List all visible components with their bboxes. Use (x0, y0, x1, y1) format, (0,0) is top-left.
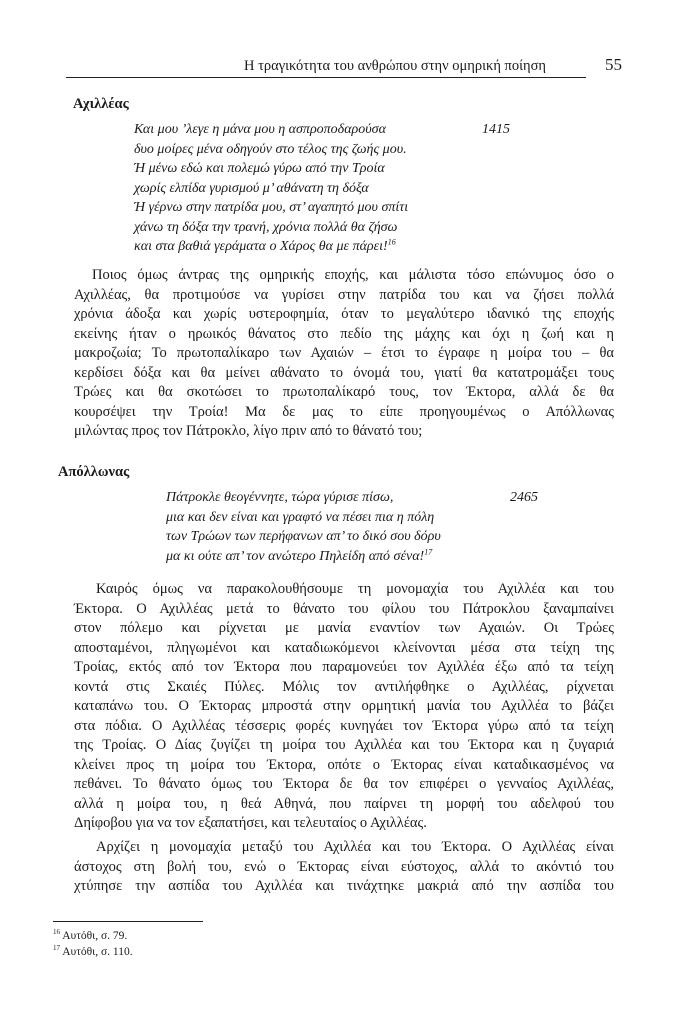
paragraph-2 (74, 580, 614, 834)
verse-line (134, 198, 554, 218)
verse-line (134, 237, 554, 257)
text-line: αλλά η μοίρα του, η θεά Αθηνά, που παίρνει τη μορφή του αδελφού του (74, 795, 614, 812)
footnote-text: Αυτόθι, σ. 79. (62, 930, 128, 942)
verse-line-text: μια και δεν είναι και γραφτό να πέσει πια η πόλη (166, 509, 435, 525)
header-rule (66, 77, 586, 78)
verse-line-text: Ή γέρνω στην πατρίδα μου, στ’ αγαπητό μου σπίτι (134, 200, 409, 215)
text-line: της Τροίας. Ο Δίας ζυγίζει τη μοίρα του Αχιλλέα και του Έκτορα και η ζυγαριά (74, 737, 614, 753)
verse-line (134, 140, 554, 160)
footnotes (53, 928, 133, 960)
footnote-17 (53, 944, 133, 960)
text-line: εκείνης ήταν ο ηρωικός θάνατος στο πεδίο της μάχης και όχι η ζωή και η (74, 325, 614, 342)
footnote-text: Αυτόθι, σ. 110. (62, 946, 133, 958)
verse-line-text: μα κι ούτε απ’ τον ανώτερο Πηλείδη από σένα! (166, 548, 425, 564)
text-line: κερδίσει δόξα και θα μείνει αθάνατο το όνομά του, γιατί θα κατατρομάξει τους (74, 364, 614, 381)
text-line: Τροίας, εκτός από τον Έκτορα που παραμονεύει τον Αχιλλέα έξω από τα τείχη (74, 659, 614, 675)
verse-line (134, 159, 554, 179)
verse-line-text: Και μου ’λεγε η μάνα μου η ασπροποδαρούσα (134, 122, 386, 137)
text-line: μιλώντας προς τον Πάτροκλο, λίγο πριν από το θάνατό του; (74, 423, 423, 439)
verse-line (134, 218, 554, 238)
running-header-title: Η τραγικότητα του ανθρώπου στην ομηρική ποίηση (243, 58, 546, 74)
verse-line-text: χάνω τη δόξα την τρανή, χρόνια πολλά θα ζήσω (134, 219, 398, 235)
verse-number: 1415 (482, 122, 510, 137)
footnote-number: 16 (53, 928, 60, 937)
text-line: Ποιος όμως άντρας της ομηρικής εποχής, και μάλιστα τόσο επώνυμος όσο ο (92, 267, 614, 283)
text-line: Τρώες και θα σκοτώσει το πρωτοπαλίκαρό τους, τον Έκτορα, αλλά δε θα (74, 384, 614, 400)
footnote-ref: 16 (387, 237, 396, 247)
text-line: άστοχος στη βολή του, ενώ ο Έκτορας είναι εύστοχος, αλλά το ακόντιό του (74, 858, 614, 875)
text-line: Αχιλλέας, θα προτιμούσε να γυρίσει στην πατρίδα του και να ζήσει πολλά (74, 286, 614, 303)
text-line: χρόνια άδοξα και χωρίς υστεροφημία, όταν το μεγαλύτερο ιδανικό της εποχής (74, 306, 614, 322)
text-line: Αρχίζει η μονομαχία μεταξύ του Αχιλλέα και του Έκτορα. Ο Αχιλλέας είναι (96, 839, 614, 855)
verse-line (166, 547, 586, 567)
text-line: κοντά στις Σκαιές Πύλες. Μόλις τον αντιλήφθηκε ο Αχιλλέας, ρίχνεται (74, 678, 614, 695)
verse-line (166, 527, 586, 547)
paragraph-3 (74, 838, 614, 897)
verse-line (166, 508, 586, 528)
paragraph-1 (74, 266, 614, 442)
text-line: αποσταμένοι, πληγωμένοι και καταδιωκόμενοι κλείνονται μέσα στα τείχη της (74, 639, 614, 656)
footnote-number: 17 (53, 944, 60, 953)
verse-line-text: δυο μοίρες μένα οδηγούν στο τέλος της ζωής μου. (134, 141, 407, 157)
text-line: Καιρός όμως να παρακολουθήσουμε τη μονομαχία του Αχιλλέα και του (96, 581, 614, 597)
page-number: 55 (605, 55, 622, 74)
speaker-label-apollo: Απόλλωνας (58, 464, 130, 480)
text-line: μακροζωία; Το πρωτοπαλίκαρο των Αχαιών – έτσι το έγραφε η μοίρα του – θα (74, 345, 614, 361)
verse-line-text: Ή μένω εδώ και πολεμώ γύρω από την Τροία (134, 161, 385, 176)
footnote-rule (53, 921, 203, 922)
text-line: κουρσέψει την Τροία! Μα δε μας το είπε προηγουμένως ο Απόλλωνας (74, 403, 614, 420)
text-line: κλείνει προς τη μοίρα του Έκτορα, οπότε ο Έκτορας είναι καταδικασμένος να (74, 756, 614, 773)
verse-line-text: και στα βαθιά γεράματα ο Χάρος θα με πάρει! (134, 239, 388, 254)
text-line: στα πόδια. Ο Αχιλλέας τέσσερις φορές κυνηγάει τον Έκτορα γύρω από τα τείχη (74, 717, 614, 734)
text-line: πεθάνει. Το θάνατο όμως του Έκτορα δε θα τον επιφέρει ο γενναίος Αχιλλέας, (74, 776, 614, 792)
verse-line (134, 179, 554, 199)
text-line: Έκτορα. Ο Αχιλλέας μετά το θάνατο του φίλου του Πάτροκλου ξαναμπαίνει (74, 600, 614, 617)
speaker-label-achilles: Αχιλλέας (73, 96, 129, 112)
footnote-ref: 17 (424, 546, 433, 556)
verse-block-apollo (166, 488, 586, 566)
verse-block-achilles (134, 120, 554, 257)
verse-line-text: χωρίς ελπίδα γυρισμού μ’ αθάνατη τη δόξα (134, 180, 369, 196)
text-line: καταπάνω του. Ο Έκτορας μπροστά στην ορμητική μανία του Αχιλλέα το βάζει (74, 698, 614, 714)
text-line: χτύπησε την ασπίδα του Αχιλλέα και τινάχτηκε μακριά από την ασπίδα του (74, 878, 614, 894)
verse-number: 2465 (510, 490, 538, 505)
text-line: στον πόλεμο και ρίχνεται με μανία εναντίον των Αχαιών. Οι Τρώες (74, 620, 614, 636)
footnote-16 (53, 928, 133, 944)
verse-line-text: των Τρώων των περήφανων απ’ το δικό σου δόρυ (166, 529, 441, 544)
verse-line-text: Πάτροκλε θεογέννητε, τώρα γύρισε πίσω, (166, 490, 394, 505)
text-line: Δηίφοβου για να τον εξαπατήσει, και τελευταίος ο Αχιλλέας. (74, 815, 427, 831)
